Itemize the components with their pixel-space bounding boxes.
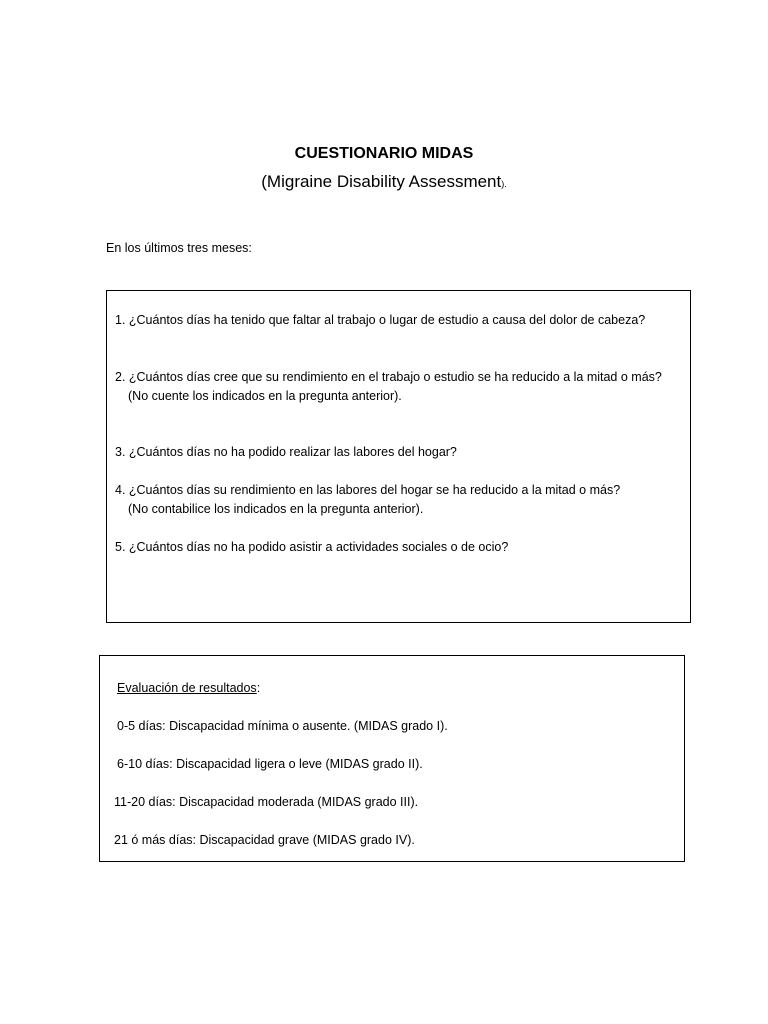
question-2 (115, 368, 680, 406)
result-item-1: 0-5 días: Discapacidad mínima o ausente. (MIDAS grado I). (117, 719, 448, 733)
document-title: CUESTIONARIO MIDAS (294, 145, 474, 162)
subtitle-tail: ). (501, 179, 507, 189)
question-5 (115, 538, 680, 557)
result-item-2: 6-10 días: Discapacidad ligera o leve (MIDAS grado II). (117, 757, 423, 771)
question-1-text: 1. ¿Cuántos días ha tenido que faltar al trabajo o lugar de estudio a causa del dolor de cabeza? (115, 313, 646, 327)
result-item-4: 21 ó más días: Discapacidad grave (MIDAS grado IV). (114, 833, 415, 847)
result-item-3: 11-20 días: Discapacidad moderada (MIDAS grado III). (114, 795, 419, 809)
question-3 (115, 443, 680, 462)
question-2-note: (No cuente los indicados en la pregunta anterior). (128, 389, 402, 403)
results-heading (117, 679, 260, 697)
results-box (99, 655, 685, 862)
question-4-note: (No contabilice los indicados en la pregunta anterior). (128, 502, 424, 516)
document-subtitle (0, 170, 768, 196)
question-4-text: 4. ¿Cuántos días su rendimiento en las labores del hogar se ha reducido a la mitad o más? (115, 483, 621, 497)
question-1 (115, 311, 680, 330)
question-3-text: 3. ¿Cuántos días no ha podido realizar las labores del hogar? (115, 445, 457, 459)
question-2-text: 2. ¿Cuántos días cree que su rendimiento en el trabajo o estudio se ha reducido a la mitad o más? (115, 370, 662, 384)
subtitle-text: (Migraine Disability Assessment (261, 172, 502, 191)
results-heading-colon: : (256, 681, 261, 695)
intro-text: En los últimos tres meses: (106, 241, 252, 255)
question-5-text: 5. ¿Cuántos días no ha podido asistir a actividades sociales o de ocio? (115, 540, 509, 554)
questions-box (106, 290, 691, 623)
results-heading-text: Evaluación de resultados (117, 681, 257, 695)
question-4 (115, 481, 680, 519)
